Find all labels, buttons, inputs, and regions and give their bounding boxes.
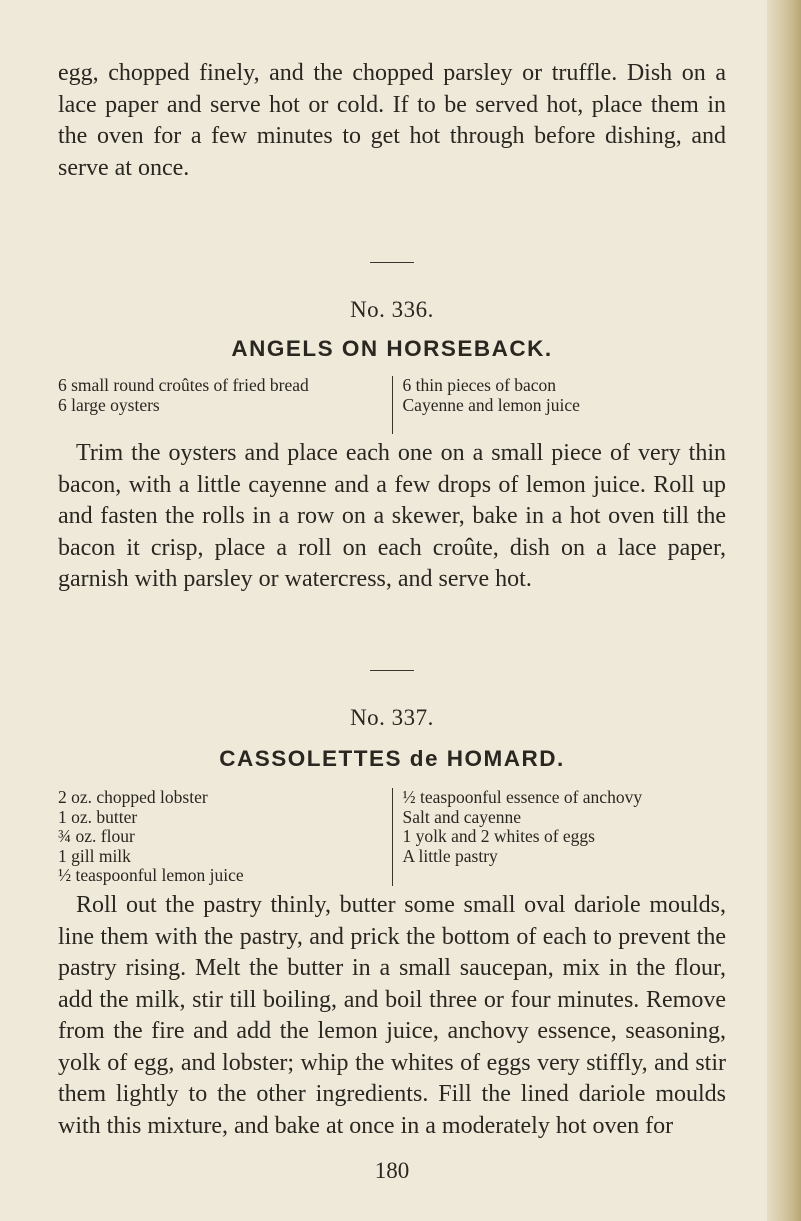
book-page: [58, 0, 726, 1221]
ingredient-item: 1 yolk and 2 whites of eggs: [402, 826, 595, 846]
ingredient-item: 1 gill milk: [58, 845, 131, 866]
page-edge-shadow: [767, 0, 801, 1221]
recipe-number: No. 337.: [350, 705, 434, 730]
ingredients-right-column: [392, 788, 727, 886]
ingredient-item: 2 oz. chopped lobster: [58, 787, 208, 807]
ingredient-item: Cayenne and lemon juice: [402, 394, 580, 415]
section-divider: [370, 670, 414, 671]
ingredient-item: 1 oz. butter: [58, 806, 138, 827]
ingredient-item: A little pastry: [402, 845, 498, 866]
recipe-method: Roll out the pastry thinly, butter some small oval dariole moulds, line them with the pastry, and prick the bottom of each to prevent the pastry rising. Melt the butter in a small saucepan, mix in the flour, add the milk, stir till boiling, and boil three or four minutes. Remove from the fire and add the lemon juice, anchovy essence, seasoning, yolk of egg, and lobster; whip the whites of eggs very stiffly, and stir them lightly to the other ingredients. Fill the lined dariole moulds with this mixture, and bake at once in a moderately hot oven for: [58, 892, 726, 1139]
ingredient-item: 6 thin pieces of bacon: [402, 375, 557, 395]
ingredients-list: [58, 376, 726, 434]
ingredient-spacer: [403, 415, 727, 434]
recipe-title: CASSOLETTES de HOMARD.: [219, 746, 565, 771]
page-number: 180: [374, 1158, 410, 1183]
ingredient-item: ½ teaspoonful essence of anchovy: [402, 787, 643, 807]
ingredient-item: ½ teaspoonful lemon juice: [58, 865, 244, 885]
ingredients-right-column: [392, 376, 727, 434]
intro-paragraph: egg, chopped finely, and the chopped parsley or truffle. Dish on a lace paper and serve hot or cold. If to be served hot, place them in the oven for a few minutes to get hot through before dishing, and serve at once.: [58, 60, 726, 181]
recipe-method: Trim the oysters and place each one on a small piece of very thin bacon, with a little cayenne and a few drops of lemon juice. Roll up and fasten the rolls in a row on a skewer, bake in a hot oven till the bacon it crisp, place a roll on each croûte, dish on a lace paper, garnish with parsley or watercress, and serve hot.: [58, 440, 726, 592]
ingredients-list: [58, 788, 726, 886]
ingredient-item: ¾ oz. flour: [58, 826, 135, 846]
recipe-number: No. 336.: [350, 297, 434, 322]
section-divider: [370, 262, 414, 263]
ingredients-left-column: [58, 788, 392, 886]
recipe-title: ANGELS ON HORSEBACK.: [231, 336, 553, 361]
ingredients-left-column: [58, 376, 392, 434]
ingredient-item: Salt and cayenne: [402, 806, 522, 827]
ingredient-item: 6 small round croûtes of fried bread: [58, 375, 309, 395]
ingredient-item: 6 large oysters: [58, 394, 160, 415]
